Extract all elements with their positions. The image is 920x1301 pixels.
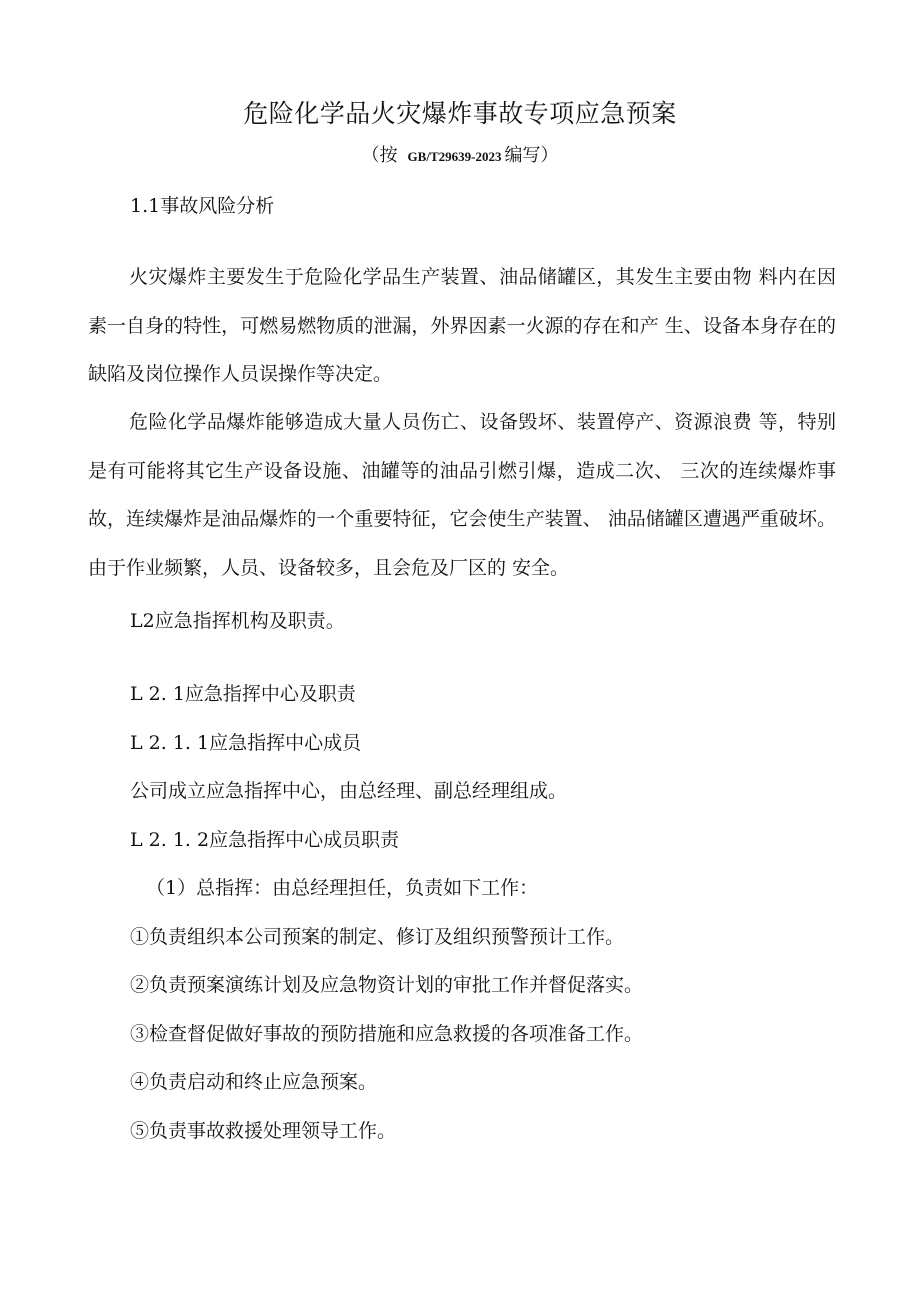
duty-item: ③检查督促做好事故的预防措施和应急救援的各项准备工作。 <box>130 1023 644 1045</box>
members-text: 公司成立应急指挥中心，由总经理、副总经理组成。 <box>130 780 568 802</box>
document-title: 危险化学品火灾爆炸事故专项应急预案 <box>243 99 677 128</box>
duty-item: ②负责预案演练计划及应急物资计划的审批工作并督促落实。 <box>130 974 644 996</box>
duty-item: ④负责启动和终止应急预案。 <box>130 1071 378 1093</box>
commander-intro: （1）总指挥：由总经理担任，负责如下工作： <box>146 877 539 899</box>
section-1-1-heading: 1.1事故风险分析 <box>130 195 275 217</box>
section-1-2-1-1-heading: L 2. 1. 1应急指挥中心成员 <box>130 732 362 754</box>
paragraph-explosion-consequences: 危险化学品爆炸能够造成大量人员伤亡、设备毁坏、装置停产、资源浪费 等，特别是有可能将其它生产设备设施、油罐等的油品引燃引爆，造成二次、 三次的连续爆炸事故，连续爆炸是油品爆炸的一个重要特征，它会使生产装置、 油品储罐区遭遇严重破坏。由于作业频繁，人员、设备较多，且会危及厂区的 安全。 <box>88 411 836 579</box>
paragraph-risk-causes: 火灾爆炸主要发生于危险化学品生产装置、油品储罐区，其发生主要由物 料内在因素一自身的特性，可燃易燃物质的泄漏，外界因素一火源的存在和产 生、设备本身存在的缺陷及岗位操作人员误操作等决定。 <box>88 266 836 385</box>
subtitle-standard: GB/T29639-2023 <box>407 149 502 164</box>
subtitle-prefix: （按 <box>361 145 398 166</box>
document-subtitle <box>0 143 920 170</box>
section-1-2-1-heading: L 2. 1应急指挥中心及职责 <box>130 683 356 705</box>
section-1-2-heading: L2应急指挥机构及职责。 <box>130 610 345 632</box>
duty-item: ①负责组织本公司预案的制定、修订及组织预警预计工作。 <box>130 926 625 948</box>
section-1-2-1-2-heading: L 2. 1. 2应急指挥中心成员职责 <box>130 829 400 851</box>
duty-item: ⑤负责事故救援处理领导工作。 <box>130 1120 397 1142</box>
subtitle-suffix: 编写） <box>504 145 559 166</box>
